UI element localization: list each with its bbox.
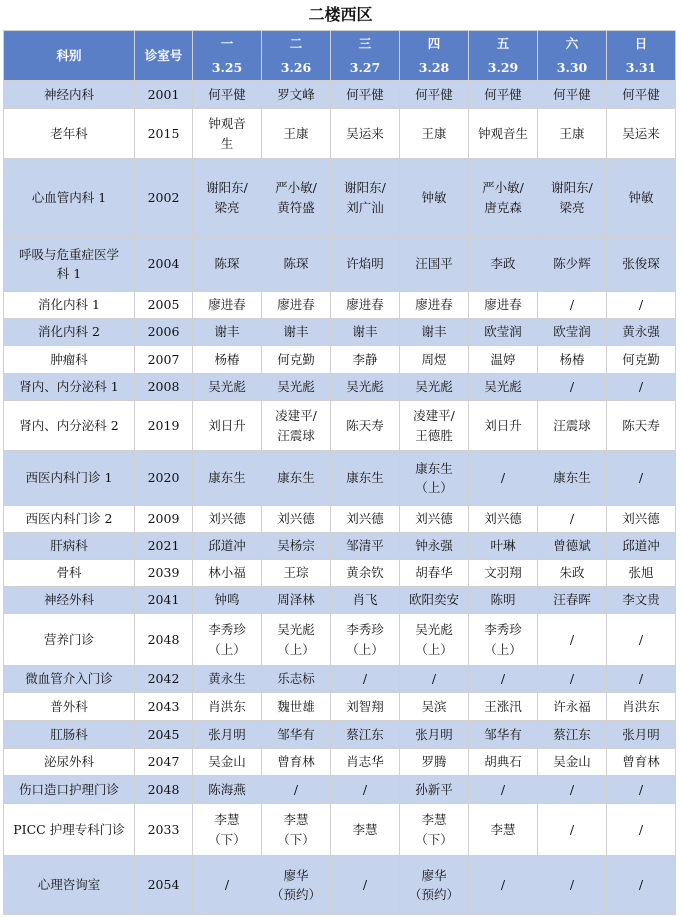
dept-cell: 伤口造口护理门诊: [4, 776, 135, 804]
doctor-cell: /: [469, 856, 538, 915]
table-row: [4, 804, 676, 856]
doctor-cell: /: [469, 666, 538, 693]
table-row: [4, 776, 676, 804]
room-cell: 2054: [135, 856, 193, 915]
room-cell: 2043: [135, 693, 193, 721]
weekday-label: 一: [220, 35, 234, 51]
doctor-cell: 陈琛: [193, 237, 262, 292]
doctor-cell: 李秀珍 （上）: [331, 614, 400, 666]
doctor-cell: 欧阳奕安: [400, 587, 469, 614]
date-label: 3.28: [418, 59, 450, 75]
dept-cell: PICC 护理专科门诊: [4, 804, 135, 856]
doctor-cell: 刘兴德: [262, 506, 331, 533]
room-cell: 2042: [135, 666, 193, 693]
doctor-cell: /: [607, 804, 676, 856]
doctor-cell: 何克勤: [607, 346, 676, 374]
doctor-cell: 魏世雄: [262, 693, 331, 721]
table-row: [4, 374, 676, 401]
doctor-cell: 文羽翔: [469, 560, 538, 587]
doctor-cell: 钟敏: [400, 159, 469, 237]
doctor-cell: 廖进春: [469, 292, 538, 319]
doctor-cell: 何克勤: [262, 346, 331, 374]
doctor-cell: 康东生 （上）: [400, 451, 469, 506]
dept-cell: 普外科: [4, 693, 135, 721]
doctor-cell: /: [607, 451, 676, 506]
weekday-label: 四: [427, 35, 441, 51]
doctor-cell: 邱道冲: [607, 533, 676, 560]
doctor-cell: 吴光彪: [193, 374, 262, 401]
doctor-cell: 凌建平/ 王德胜: [400, 401, 469, 451]
doctor-cell: /: [538, 776, 607, 804]
doctor-cell: /: [607, 374, 676, 401]
doctor-cell: 吴光彪: [469, 374, 538, 401]
doctor-cell: 刘智翔: [331, 693, 400, 721]
doctor-cell: 黄余钦: [331, 560, 400, 587]
doctor-cell: 邹华有: [262, 721, 331, 749]
doctor-cell: 张旭: [607, 560, 676, 587]
doctor-cell: 刘日升: [193, 401, 262, 451]
doctor-cell: 廖进春: [400, 292, 469, 319]
doctor-cell: 蔡江东: [331, 721, 400, 749]
room-cell: 2008: [135, 374, 193, 401]
doctor-cell: 王康: [400, 109, 469, 159]
dept-cell: 消化内科 1: [4, 292, 135, 319]
doctor-cell: 许永福: [538, 693, 607, 721]
doctor-cell: /: [607, 666, 676, 693]
room-cell: 2019: [135, 401, 193, 451]
doctor-cell: 陈天寿: [331, 401, 400, 451]
table-row: [4, 666, 676, 693]
doctor-cell: /: [331, 856, 400, 915]
doctor-cell: 凌建平/ 汪震球: [262, 401, 331, 451]
doctor-cell: 李慧 （下）: [400, 804, 469, 856]
dept-cell: 消化内科 2: [4, 319, 135, 346]
doctor-cell: 廖进春: [262, 292, 331, 319]
doctor-cell: /: [538, 666, 607, 693]
doctor-cell: 何平健: [469, 81, 538, 109]
doctor-cell: /: [538, 614, 607, 666]
doctor-cell: 何平健: [400, 81, 469, 109]
room-cell: 2045: [135, 721, 193, 749]
doctor-cell: 张月明: [193, 721, 262, 749]
doctor-cell: 吴运来: [607, 109, 676, 159]
weekday-label: 二: [289, 35, 303, 51]
dept-cell: 肝病科: [4, 533, 135, 560]
dept-cell: 肾内、内分泌科 2: [4, 401, 135, 451]
doctor-cell: 曾育林: [262, 749, 331, 776]
dept-cell: 神经外科: [4, 587, 135, 614]
dept-cell: 老年科: [4, 109, 135, 159]
doctor-cell: 张俊琛: [607, 237, 676, 292]
doctor-cell: 陈天寿: [607, 401, 676, 451]
weekday-label: 五: [496, 35, 510, 51]
doctor-cell: 何平健: [193, 81, 262, 109]
doctor-cell: 邱道冲: [193, 533, 262, 560]
doctor-cell: 李文贵: [607, 587, 676, 614]
doctor-cell: 李慧 （下）: [193, 804, 262, 856]
table-row: [4, 401, 676, 451]
doctor-cell: 孙新平: [400, 776, 469, 804]
doctor-cell: 肖洪东: [193, 693, 262, 721]
dept-cell: 心理咨询室: [4, 856, 135, 915]
doctor-cell: 曾德斌: [538, 533, 607, 560]
dept-cell: 神经内科: [4, 81, 135, 109]
dept-cell: 西医内科门诊 2: [4, 506, 135, 533]
doctor-cell: /: [607, 776, 676, 804]
doctor-cell: 康东生: [538, 451, 607, 506]
doctor-cell: 严小敏/ 唐克森: [469, 159, 538, 237]
doctor-cell: 陈海燕: [193, 776, 262, 804]
doctor-cell: 刘兴德: [607, 506, 676, 533]
doctor-cell: /: [538, 856, 607, 915]
doctor-cell: 罗文峰: [262, 81, 331, 109]
table-row: [4, 749, 676, 776]
doctor-cell: 蔡江东: [538, 721, 607, 749]
doctor-cell: 廖进春: [331, 292, 400, 319]
doctor-cell: 汪春晖: [538, 587, 607, 614]
room-cell: 2009: [135, 506, 193, 533]
room-cell: 2039: [135, 560, 193, 587]
table-row: [4, 533, 676, 560]
doctor-cell: 周煜: [400, 346, 469, 374]
doctor-cell: 吴滨: [400, 693, 469, 721]
table-row: [4, 109, 676, 159]
doctor-cell: 王琮: [262, 560, 331, 587]
dept-cell: 肛肠科: [4, 721, 135, 749]
doctor-cell: 汪震球: [538, 401, 607, 451]
doctor-cell: 吴金山: [193, 749, 262, 776]
header-dept: 科别: [4, 31, 135, 81]
doctor-cell: 何平健: [331, 81, 400, 109]
table-row: [4, 346, 676, 374]
doctor-cell: 钟观音 生: [193, 109, 262, 159]
doctor-cell: 王涨汛: [469, 693, 538, 721]
doctor-cell: 吴光彪: [331, 374, 400, 401]
date-label: 3.31: [625, 59, 657, 75]
doctor-cell: 乐志标: [262, 666, 331, 693]
header-day: [262, 31, 331, 81]
doctor-cell: 吴光彪 （上）: [400, 614, 469, 666]
room-cell: 2004: [135, 237, 193, 292]
doctor-cell: 吴光彪 （上）: [262, 614, 331, 666]
date-label: 3.26: [280, 59, 312, 75]
doctor-cell: 李慧: [469, 804, 538, 856]
doctor-cell: 康东生: [193, 451, 262, 506]
doctor-cell: 陈少辉: [538, 237, 607, 292]
doctor-cell: 谢丰: [331, 319, 400, 346]
doctor-cell: 何平健: [607, 81, 676, 109]
table-row: [4, 506, 676, 533]
doctor-cell: 吴金山: [538, 749, 607, 776]
doctor-cell: /: [262, 776, 331, 804]
doctor-cell: 刘日升: [469, 401, 538, 451]
doctor-cell: 黄永生: [193, 666, 262, 693]
doctor-cell: 钟敏: [607, 159, 676, 237]
doctor-cell: /: [538, 506, 607, 533]
doctor-cell: 刘兴德: [331, 506, 400, 533]
doctor-cell: 杨椿: [193, 346, 262, 374]
doctor-cell: 谢阳东/ 刘广汕: [331, 159, 400, 237]
doctor-cell: /: [469, 776, 538, 804]
header-row: [4, 31, 676, 81]
room-cell: 2020: [135, 451, 193, 506]
doctor-cell: 许焰明: [331, 237, 400, 292]
doctor-cell: /: [607, 856, 676, 915]
header-day: [607, 31, 676, 81]
doctor-cell: 吴光彪: [400, 374, 469, 401]
room-cell: 2001: [135, 81, 193, 109]
doctor-cell: 李秀珍 （上）: [193, 614, 262, 666]
dept-cell: 呼吸与危重症医学 科 1: [4, 237, 135, 292]
doctor-cell: 林小福: [193, 560, 262, 587]
header-day: [331, 31, 400, 81]
header-day: [538, 31, 607, 81]
room-cell: 2006: [135, 319, 193, 346]
dept-cell: 肿瘤科: [4, 346, 135, 374]
doctor-cell: 陈琛: [262, 237, 331, 292]
table-row: [4, 319, 676, 346]
date-label: 3.29: [487, 59, 519, 75]
doctor-cell: 廖华 （预约）: [400, 856, 469, 915]
doctor-cell: 李静: [331, 346, 400, 374]
room-cell: 2048: [135, 614, 193, 666]
doctor-cell: 康东生: [331, 451, 400, 506]
doctor-cell: 谢丰: [400, 319, 469, 346]
doctor-cell: 欧莹润: [469, 319, 538, 346]
doctor-cell: /: [469, 451, 538, 506]
doctor-cell: 严小敏/ 黄符盛: [262, 159, 331, 237]
schedule-table: [3, 30, 676, 915]
doctor-cell: 肖志华: [331, 749, 400, 776]
date-label: 3.25: [211, 59, 243, 75]
doctor-cell: 李慧 （下）: [262, 804, 331, 856]
room-cell: 2033: [135, 804, 193, 856]
table-row: [4, 451, 676, 506]
doctor-cell: 朱政: [538, 560, 607, 587]
doctor-cell: 何平健: [538, 81, 607, 109]
doctor-cell: 李政: [469, 237, 538, 292]
page-title: 二楼西区: [308, 5, 373, 24]
doctor-cell: 曾育林: [607, 749, 676, 776]
room-cell: 2005: [135, 292, 193, 319]
doctor-cell: 胡典石: [469, 749, 538, 776]
doctor-cell: 黄永强: [607, 319, 676, 346]
doctor-cell: 刘兴德: [193, 506, 262, 533]
doctor-cell: 肖飞: [331, 587, 400, 614]
doctor-cell: /: [607, 292, 676, 319]
doctor-cell: /: [193, 856, 262, 915]
doctor-cell: 温婷: [469, 346, 538, 374]
doctor-cell: 刘兴德: [469, 506, 538, 533]
doctor-cell: /: [538, 804, 607, 856]
doctor-cell: /: [538, 374, 607, 401]
doctor-cell: 邹华有: [469, 721, 538, 749]
dept-cell: 心血管内科 1: [4, 159, 135, 237]
doctor-cell: 李秀珍 （上）: [469, 614, 538, 666]
dept-cell: 营养门诊: [4, 614, 135, 666]
doctor-cell: 杨椿: [538, 346, 607, 374]
table-row: [4, 587, 676, 614]
room-cell: 2015: [135, 109, 193, 159]
weekday-label: 三: [358, 35, 372, 51]
doctor-cell: /: [400, 666, 469, 693]
table-row: [4, 81, 676, 109]
room-cell: 2002: [135, 159, 193, 237]
doctor-cell: 肖洪东: [607, 693, 676, 721]
date-label: 3.27: [349, 59, 381, 75]
doctor-cell: 罗腾: [400, 749, 469, 776]
header-day: [400, 31, 469, 81]
doctor-cell: 廖进春: [193, 292, 262, 319]
table-row: [4, 614, 676, 666]
doctor-cell: 康东生: [262, 451, 331, 506]
table-row: [4, 560, 676, 587]
dept-cell: 西医内科门诊 1: [4, 451, 135, 506]
room-cell: 2047: [135, 749, 193, 776]
header-day: [193, 31, 262, 81]
table-row: [4, 856, 676, 915]
header-day: [469, 31, 538, 81]
doctor-cell: 吴杨宗: [262, 533, 331, 560]
header-room: 诊室号: [135, 31, 193, 81]
dept-cell: 微血管介入门诊: [4, 666, 135, 693]
dept-cell: 肾内、内分泌科 1: [4, 374, 135, 401]
dept-cell: 骨科: [4, 560, 135, 587]
doctor-cell: 谢丰: [262, 319, 331, 346]
doctor-cell: /: [331, 776, 400, 804]
doctor-cell: 谢阳东/ 梁亮: [538, 159, 607, 237]
weekday-label: 六: [565, 35, 579, 51]
room-cell: 2048: [135, 776, 193, 804]
weekday-label: 日: [634, 35, 648, 51]
doctor-cell: 王康: [538, 109, 607, 159]
doctor-cell: 叶琳: [469, 533, 538, 560]
table-row: [4, 693, 676, 721]
room-cell: 2041: [135, 587, 193, 614]
doctor-cell: 邹清平: [331, 533, 400, 560]
room-cell: 2007: [135, 346, 193, 374]
doctor-cell: 钟永强: [400, 533, 469, 560]
schedule-body: [4, 81, 676, 915]
doctor-cell: 汪国平: [400, 237, 469, 292]
doctor-cell: 吴运来: [331, 109, 400, 159]
doctor-cell: 张月明: [400, 721, 469, 749]
doctor-cell: /: [331, 666, 400, 693]
doctor-cell: 廖华 （预约）: [262, 856, 331, 915]
table-row: [4, 292, 676, 319]
doctor-cell: 陈明: [469, 587, 538, 614]
doctor-cell: 钟观音生: [469, 109, 538, 159]
table-row: [4, 237, 676, 292]
doctor-cell: 吴光彪: [262, 374, 331, 401]
date-label: 3.30: [556, 59, 588, 75]
doctor-cell: 王康: [262, 109, 331, 159]
doctor-cell: 胡春华: [400, 560, 469, 587]
doctor-cell: 谢丰: [193, 319, 262, 346]
doctor-cell: 周泽林: [262, 587, 331, 614]
dept-cell: 泌尿外科: [4, 749, 135, 776]
doctor-cell: 刘兴德: [400, 506, 469, 533]
doctor-cell: 钟鸣: [193, 587, 262, 614]
doctor-cell: /: [607, 614, 676, 666]
table-row: [4, 721, 676, 749]
doctor-cell: /: [538, 292, 607, 319]
doctor-cell: 欧莹润: [538, 319, 607, 346]
doctor-cell: 李慧: [331, 804, 400, 856]
table-row: [4, 159, 676, 237]
room-cell: 2021: [135, 533, 193, 560]
doctor-cell: 谢阳东/ 梁亮: [193, 159, 262, 237]
doctor-cell: 张月明: [607, 721, 676, 749]
